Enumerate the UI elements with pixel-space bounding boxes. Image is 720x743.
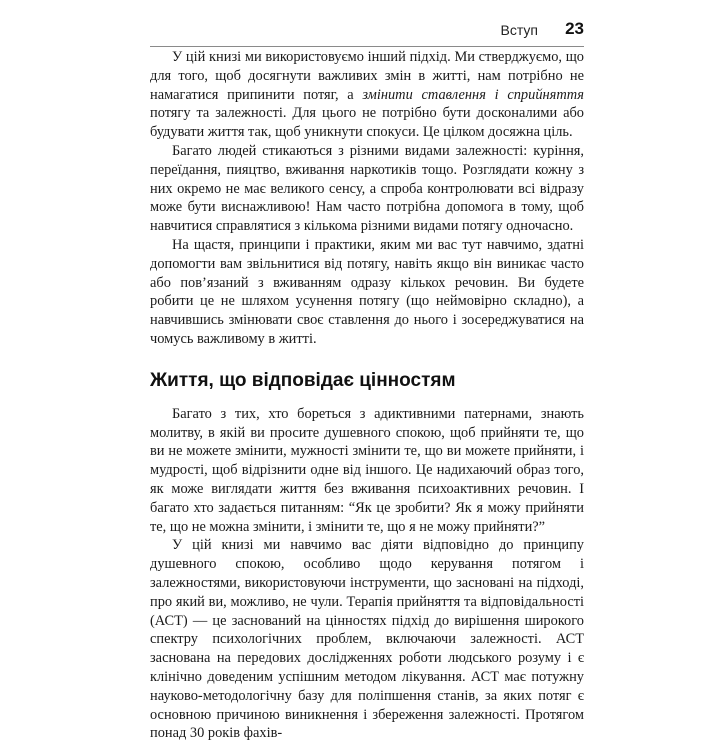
paragraph bbox=[150, 48, 584, 142]
page-body bbox=[150, 48, 584, 743]
section-title: Вступ bbox=[500, 22, 538, 38]
paragraph: Багато з тих, хто бореться з адиктивними патернами, знають молитву, в якій ви просите душевного спокою, щоб прийняти те, що ви не можете змінити, мужності змінити те, що ви можете прийняти, і мудрості, щоб відрізнити одне від іншого. Це надихаючий образ того, як може виглядати життя без вживання психоактивних речовин. І багато хто задається питанням: “Як це зробити? Як я можу прийняти те, що не можна змінити, і змінити те, що я не можу прийняти?” bbox=[150, 405, 584, 535]
paragraph-text: потягу та залежності. Для цього не потрібно бути досконалими або будувати життя так, щоб уникнути спокуси. Це цілком досяжна ціль. bbox=[150, 105, 584, 141]
paragraph-text: У цій книзі ми використовуємо інший підхід. Ми стверджуємо, що для того, щоб досягнути важливих змін в житті, нам потрібно не намагатися припинити потяг, а bbox=[150, 49, 584, 103]
paragraph: На щастя, принципи і практики, яким ми вас тут навчимо, здатні допомогти вам звільнитися від потягу, навіть якщо він виникає часто або пов’язаний з вживанням одразу кількох речовин. Ви будете робити це не шляхом усунення потягу (що неймовірно складно), а навчившись змінювати своє ставлення до нього і зосереджуватися на чомусь важливому в житті. bbox=[150, 236, 584, 347]
section-heading: Життя, що відповідає цінностям bbox=[150, 369, 456, 391]
running-header bbox=[150, 18, 584, 47]
paragraph: Багато людей стикаються з різними видами залежності: куріння, переїдання, пияцтво, вживання наркотиків тощо. Розглядати кожну з них окремо не має великого сенсу, а спроба контролювати всі відразу може бути виснажливою! Нам часто потрібна допомога в тому, щоб навчитися справлятися з кількома різними видами потягу одночасно. bbox=[150, 142, 584, 235]
paragraph: У цій книзі ми навчимо вас діяти відповідно до принципу душевного спокою, особливо щодо керування потягом і залежностями, використовуючи інструменти, що засновані на підході, про який ви, можливо, не чули. Терапія прийняття та відповідальності (АСТ) — це заснований на цінностях підхід до вирішення широкого спектру психологічних проблем, включаючи залежності. АСТ заснована на передових дослідженнях роботи людського розуму і є клінічно доведеним успішним методом лікування. АСТ має потужну науково-методологічну базу для поліпшення станів, за яких потяг є основною причиною виникнення і збереження залежності. Протягом понад 30 років фахів- bbox=[150, 537, 584, 742]
emphasized-text: змінити ставлення і сприйняття bbox=[362, 86, 584, 103]
page-number: 23 bbox=[565, 19, 584, 38]
